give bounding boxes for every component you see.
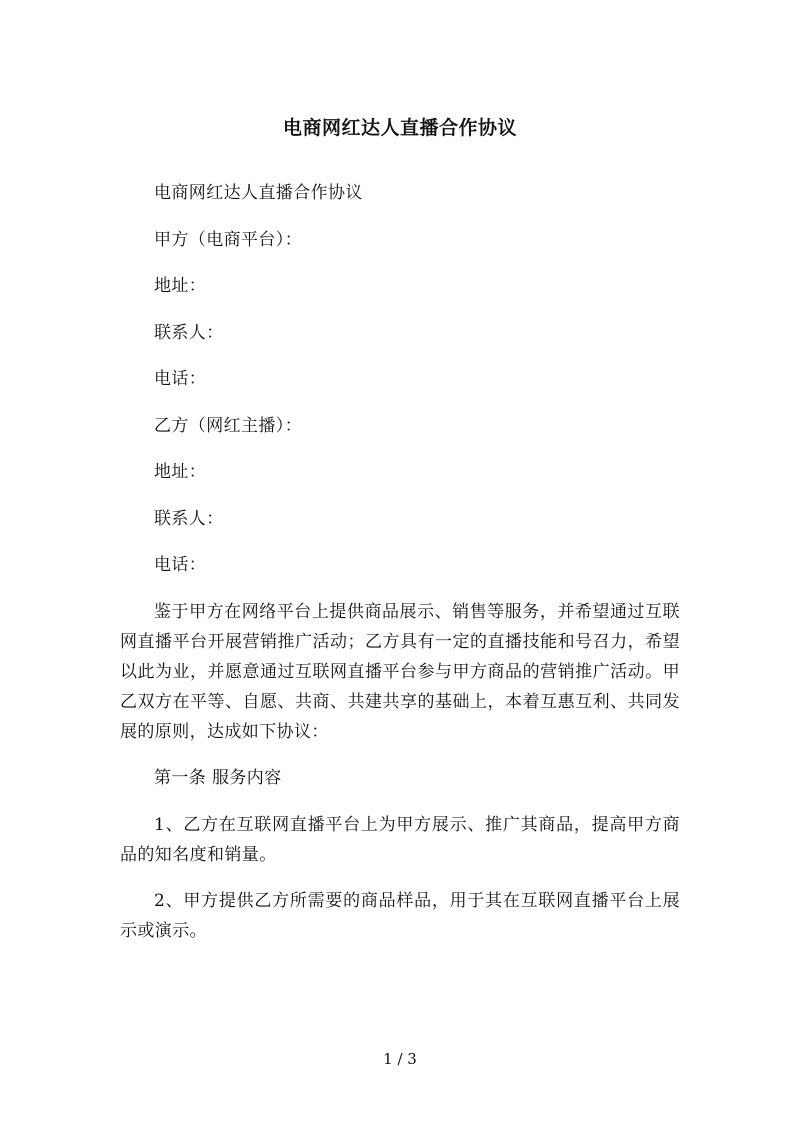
party-b-contact: 联系人： xyxy=(154,508,224,529)
party-b-label: 乙方（网红主播）： xyxy=(154,415,303,436)
page-number: 1 / 3 xyxy=(383,1050,417,1068)
article-1-clause-1: 1、乙方在互联网直播平台上为甲方展示、推广其商品，提高甲方商品的知名度和销量。 xyxy=(120,814,680,865)
party-a-label: 甲方（电商平台）： xyxy=(154,229,303,250)
party-a-contact: 联系人： xyxy=(154,322,224,343)
document-body xyxy=(120,178,680,963)
document-title: 电商网红达人直播合作协议 xyxy=(282,117,517,139)
article-1-heading: 第一条 服务内容 xyxy=(154,768,282,788)
paragraph-heading: 电商网红达人直播合作协议 xyxy=(154,183,363,203)
party-b-address: 地址： xyxy=(154,462,207,482)
party-a-address: 地址： xyxy=(154,276,207,296)
article-1-clause-2: 2、甲方提供乙方所需要的商品样品，用于其在互联网直播平台上展示或演示。 xyxy=(120,891,680,941)
preamble-paragraph: 鉴于甲方在网络平台上提供商品展示、销售等服务，并希望通过互联网直播平台开展营销推广活动；乙方具有一定的直播技能和号召力，希望以此为业，并愿意通过互联网直播平台参与甲方商品的营销推广活动。甲乙双方在平等、自愿、共商、共建共享的基础上，本着互惠互利、共同发展的原则，达成如下协议： xyxy=(120,601,680,742)
party-a-phone: 电话： xyxy=(154,369,207,389)
party-b-phone: 电话： xyxy=(154,555,207,575)
